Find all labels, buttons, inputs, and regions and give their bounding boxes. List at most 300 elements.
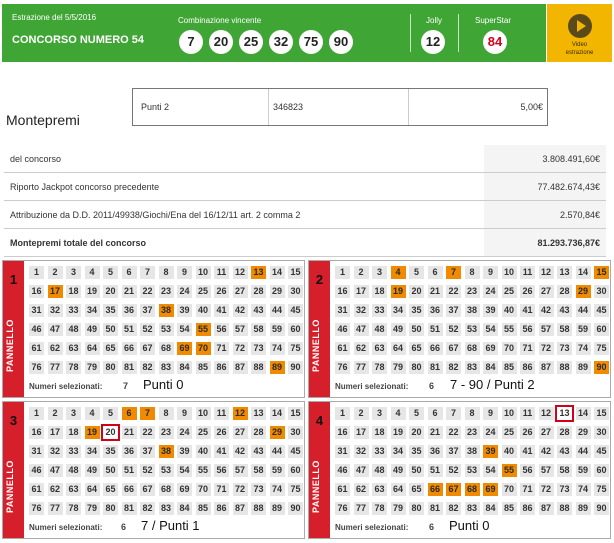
number-cell[interactable]: 6	[428, 266, 443, 279]
number-cell[interactable]: 13	[251, 407, 266, 420]
number-cell[interactable]: 86	[214, 502, 229, 515]
number-cell[interactable]: 12	[539, 407, 554, 420]
number-cell[interactable]: 7	[446, 407, 461, 420]
number-cell[interactable]: 88	[251, 502, 266, 515]
number-cell[interactable]: 5	[103, 407, 118, 420]
number-cell[interactable]: 52	[446, 464, 461, 477]
number-cell[interactable]: 27	[539, 426, 554, 439]
number-cell[interactable]: 63	[372, 483, 387, 496]
number-cell[interactable]: 43	[251, 445, 266, 458]
number-cell[interactable]: 78	[66, 502, 81, 515]
number-cell[interactable]: 15	[594, 407, 609, 420]
number-cell[interactable]: 20	[103, 426, 118, 439]
number-cell[interactable]: 53	[159, 323, 174, 336]
number-cell[interactable]: 17	[354, 426, 369, 439]
number-cell[interactable]: 89	[270, 361, 285, 374]
number-cell[interactable]: 65	[103, 342, 118, 355]
number-cell[interactable]: 41	[214, 304, 229, 317]
number-cell[interactable]: 82	[446, 502, 461, 515]
number-cell[interactable]: 72	[233, 483, 248, 496]
number-cell[interactable]: 88	[557, 361, 572, 374]
number-cell[interactable]: 44	[270, 445, 285, 458]
number-cell[interactable]: 26	[520, 426, 535, 439]
number-cell[interactable]: 56	[520, 323, 535, 336]
number-cell[interactable]: 47	[354, 464, 369, 477]
number-cell[interactable]: 71	[214, 342, 229, 355]
number-cell[interactable]: 53	[465, 323, 480, 336]
number-cell[interactable]: 53	[465, 464, 480, 477]
number-cell[interactable]: 34	[85, 445, 100, 458]
number-cell[interactable]: 61	[29, 342, 44, 355]
number-cell[interactable]: 35	[409, 304, 424, 317]
number-cell[interactable]: 58	[557, 464, 572, 477]
number-cell[interactable]: 18	[372, 426, 387, 439]
number-cell[interactable]: 33	[66, 304, 81, 317]
number-cell[interactable]: 4	[85, 407, 100, 420]
number-cell[interactable]: 37	[446, 304, 461, 317]
number-cell[interactable]: 25	[196, 285, 211, 298]
number-cell[interactable]: 7	[446, 266, 461, 279]
number-cell[interactable]: 46	[29, 323, 44, 336]
number-cell[interactable]: 51	[428, 323, 443, 336]
number-cell[interactable]: 24	[177, 426, 192, 439]
number-cell[interactable]: 8	[159, 407, 174, 420]
number-cell[interactable]: 19	[391, 285, 406, 298]
number-cell[interactable]: 52	[140, 464, 155, 477]
number-cell[interactable]: 84	[177, 502, 192, 515]
number-cell[interactable]: 83	[159, 361, 174, 374]
number-cell[interactable]: 52	[140, 323, 155, 336]
number-cell[interactable]: 26	[520, 285, 535, 298]
number-cell[interactable]: 34	[391, 445, 406, 458]
number-cell[interactable]: 81	[122, 361, 137, 374]
number-cell[interactable]: 79	[85, 361, 100, 374]
number-cell[interactable]: 14	[270, 266, 285, 279]
number-cell[interactable]: 22	[446, 285, 461, 298]
number-cell[interactable]: 79	[85, 502, 100, 515]
number-cell[interactable]: 89	[270, 502, 285, 515]
number-cell[interactable]: 17	[48, 426, 63, 439]
number-cell[interactable]: 81	[122, 502, 137, 515]
number-cell[interactable]: 64	[85, 342, 100, 355]
number-cell[interactable]: 5	[103, 266, 118, 279]
number-cell[interactable]: 42	[539, 304, 554, 317]
number-cell[interactable]: 74	[270, 483, 285, 496]
number-cell[interactable]: 59	[270, 323, 285, 336]
number-cell[interactable]: 48	[66, 464, 81, 477]
number-cell[interactable]: 70	[502, 483, 517, 496]
number-cell[interactable]: 42	[539, 445, 554, 458]
number-cell[interactable]: 6	[122, 266, 137, 279]
number-cell[interactable]: 61	[29, 483, 44, 496]
number-cell[interactable]: 84	[483, 502, 498, 515]
number-cell[interactable]: 37	[446, 445, 461, 458]
number-cell[interactable]: 72	[539, 483, 554, 496]
number-cell[interactable]: 8	[465, 407, 480, 420]
number-cell[interactable]: 88	[251, 361, 266, 374]
number-cell[interactable]: 77	[48, 361, 63, 374]
number-cell[interactable]: 63	[372, 342, 387, 355]
number-cell[interactable]: 21	[122, 285, 137, 298]
number-cell[interactable]: 89	[576, 502, 591, 515]
number-cell[interactable]: 36	[122, 304, 137, 317]
number-cell[interactable]: 31	[335, 445, 350, 458]
number-cell[interactable]: 29	[270, 426, 285, 439]
number-cell[interactable]: 62	[48, 483, 63, 496]
number-cell[interactable]: 18	[66, 285, 81, 298]
number-cell[interactable]: 54	[177, 464, 192, 477]
number-cell[interactable]: 33	[372, 445, 387, 458]
number-cell[interactable]: 32	[354, 445, 369, 458]
number-cell[interactable]: 15	[288, 266, 303, 279]
number-cell[interactable]: 64	[391, 342, 406, 355]
number-cell[interactable]: 40	[502, 304, 517, 317]
number-cell[interactable]: 57	[539, 323, 554, 336]
number-cell[interactable]: 56	[214, 323, 229, 336]
number-cell[interactable]: 38	[465, 304, 480, 317]
number-cell[interactable]: 58	[251, 464, 266, 477]
number-cell[interactable]: 78	[372, 502, 387, 515]
number-cell[interactable]: 49	[391, 464, 406, 477]
number-cell[interactable]: 88	[557, 502, 572, 515]
number-cell[interactable]: 69	[177, 342, 192, 355]
number-cell[interactable]: 82	[446, 361, 461, 374]
number-cell[interactable]: 36	[428, 304, 443, 317]
number-cell[interactable]: 74	[270, 342, 285, 355]
number-cell[interactable]: 46	[335, 464, 350, 477]
number-cell[interactable]: 30	[594, 285, 609, 298]
number-cell[interactable]: 87	[233, 361, 248, 374]
number-cell[interactable]: 55	[196, 323, 211, 336]
number-cell[interactable]: 10	[196, 407, 211, 420]
number-cell[interactable]: 41	[520, 304, 535, 317]
number-cell[interactable]: 24	[483, 426, 498, 439]
number-cell[interactable]: 80	[103, 502, 118, 515]
number-cell[interactable]: 29	[576, 426, 591, 439]
number-cell[interactable]: 59	[270, 464, 285, 477]
number-cell[interactable]: 56	[214, 464, 229, 477]
number-cell[interactable]: 71	[214, 483, 229, 496]
number-cell[interactable]: 67	[446, 483, 461, 496]
number-cell[interactable]: 42	[233, 445, 248, 458]
number-cell[interactable]: 50	[103, 323, 118, 336]
number-cell[interactable]: 67	[140, 342, 155, 355]
number-cell[interactable]: 23	[465, 426, 480, 439]
number-cell[interactable]: 70	[196, 342, 211, 355]
number-cell[interactable]: 86	[214, 361, 229, 374]
number-cell[interactable]: 59	[576, 323, 591, 336]
number-cell[interactable]: 52	[446, 323, 461, 336]
number-cell[interactable]: 3	[372, 407, 387, 420]
number-cell[interactable]: 32	[48, 445, 63, 458]
number-cell[interactable]: 68	[159, 342, 174, 355]
number-cell[interactable]: 9	[483, 407, 498, 420]
number-cell[interactable]: 80	[103, 361, 118, 374]
number-cell[interactable]: 68	[465, 342, 480, 355]
number-cell[interactable]: 46	[29, 464, 44, 477]
number-cell[interactable]: 4	[85, 266, 100, 279]
number-cell[interactable]: 14	[270, 407, 285, 420]
number-cell[interactable]: 30	[288, 285, 303, 298]
number-cell[interactable]: 12	[539, 266, 554, 279]
number-cell[interactable]: 62	[48, 342, 63, 355]
number-cell[interactable]: 1	[335, 266, 350, 279]
number-cell[interactable]: 69	[483, 342, 498, 355]
number-cell[interactable]: 13	[251, 266, 266, 279]
number-cell[interactable]: 71	[520, 483, 535, 496]
number-cell[interactable]: 70	[502, 342, 517, 355]
number-cell[interactable]: 6	[122, 407, 137, 420]
number-cell[interactable]: 55	[502, 323, 517, 336]
number-cell[interactable]: 69	[177, 483, 192, 496]
number-cell[interactable]: 57	[539, 464, 554, 477]
number-cell[interactable]: 45	[288, 445, 303, 458]
number-cell[interactable]: 66	[122, 342, 137, 355]
number-cell[interactable]: 29	[270, 285, 285, 298]
number-cell[interactable]: 15	[288, 407, 303, 420]
number-cell[interactable]: 17	[48, 285, 63, 298]
number-cell[interactable]: 74	[576, 483, 591, 496]
number-cell[interactable]: 49	[85, 323, 100, 336]
number-cell[interactable]: 2	[354, 266, 369, 279]
number-cell[interactable]: 21	[122, 426, 137, 439]
number-cell[interactable]: 63	[66, 342, 81, 355]
number-cell[interactable]: 67	[140, 483, 155, 496]
number-cell[interactable]: 28	[557, 426, 572, 439]
number-cell[interactable]: 89	[576, 361, 591, 374]
number-cell[interactable]: 26	[214, 426, 229, 439]
number-cell[interactable]: 87	[539, 502, 554, 515]
number-cell[interactable]: 25	[196, 426, 211, 439]
number-cell[interactable]: 31	[29, 445, 44, 458]
number-cell[interactable]: 48	[66, 323, 81, 336]
number-cell[interactable]: 32	[48, 304, 63, 317]
number-cell[interactable]: 60	[594, 323, 609, 336]
number-cell[interactable]: 76	[335, 502, 350, 515]
number-cell[interactable]: 77	[354, 502, 369, 515]
number-cell[interactable]: 75	[288, 483, 303, 496]
number-cell[interactable]: 32	[354, 304, 369, 317]
number-cell[interactable]: 28	[557, 285, 572, 298]
number-cell[interactable]: 17	[354, 285, 369, 298]
number-cell[interactable]: 11	[520, 266, 535, 279]
number-cell[interactable]: 73	[251, 483, 266, 496]
number-cell[interactable]: 13	[557, 407, 572, 420]
number-cell[interactable]: 40	[196, 445, 211, 458]
number-cell[interactable]: 69	[483, 483, 498, 496]
number-cell[interactable]: 47	[48, 464, 63, 477]
number-cell[interactable]: 59	[576, 464, 591, 477]
number-cell[interactable]: 36	[122, 445, 137, 458]
number-cell[interactable]: 9	[177, 266, 192, 279]
number-cell[interactable]: 45	[594, 304, 609, 317]
number-cell[interactable]: 62	[354, 483, 369, 496]
number-cell[interactable]: 14	[576, 407, 591, 420]
number-cell[interactable]: 65	[103, 483, 118, 496]
number-cell[interactable]: 8	[465, 266, 480, 279]
number-cell[interactable]: 21	[428, 285, 443, 298]
number-cell[interactable]: 80	[409, 502, 424, 515]
number-cell[interactable]: 83	[159, 502, 174, 515]
number-cell[interactable]: 53	[159, 464, 174, 477]
number-cell[interactable]: 35	[409, 445, 424, 458]
number-cell[interactable]: 18	[372, 285, 387, 298]
number-cell[interactable]: 35	[103, 445, 118, 458]
number-cell[interactable]: 22	[446, 426, 461, 439]
number-cell[interactable]: 25	[502, 426, 517, 439]
number-cell[interactable]: 83	[465, 502, 480, 515]
number-cell[interactable]: 57	[233, 464, 248, 477]
number-cell[interactable]: 72	[233, 342, 248, 355]
number-cell[interactable]: 24	[177, 285, 192, 298]
number-cell[interactable]: 5	[409, 407, 424, 420]
number-cell[interactable]: 79	[391, 361, 406, 374]
number-cell[interactable]: 10	[502, 266, 517, 279]
number-cell[interactable]: 28	[251, 426, 266, 439]
number-cell[interactable]: 76	[29, 502, 44, 515]
number-cell[interactable]: 39	[483, 304, 498, 317]
number-cell[interactable]: 4	[391, 407, 406, 420]
number-cell[interactable]: 60	[288, 323, 303, 336]
number-cell[interactable]: 73	[557, 483, 572, 496]
number-cell[interactable]: 55	[196, 464, 211, 477]
number-cell[interactable]: 58	[251, 323, 266, 336]
number-cell[interactable]: 2	[354, 407, 369, 420]
number-cell[interactable]: 87	[233, 502, 248, 515]
number-cell[interactable]: 9	[177, 407, 192, 420]
number-cell[interactable]: 8	[159, 266, 174, 279]
number-cell[interactable]: 46	[335, 323, 350, 336]
number-cell[interactable]: 40	[502, 445, 517, 458]
number-cell[interactable]: 74	[576, 342, 591, 355]
number-cell[interactable]: 82	[140, 502, 155, 515]
number-cell[interactable]: 47	[354, 323, 369, 336]
number-cell[interactable]: 73	[557, 342, 572, 355]
number-cell[interactable]: 40	[196, 304, 211, 317]
number-cell[interactable]: 42	[233, 304, 248, 317]
number-cell[interactable]: 51	[122, 464, 137, 477]
number-cell[interactable]: 84	[483, 361, 498, 374]
number-cell[interactable]: 23	[465, 285, 480, 298]
number-cell[interactable]: 75	[594, 342, 609, 355]
number-cell[interactable]: 35	[103, 304, 118, 317]
number-cell[interactable]: 3	[66, 407, 81, 420]
number-cell[interactable]: 68	[159, 483, 174, 496]
number-cell[interactable]: 11	[214, 407, 229, 420]
number-cell[interactable]: 76	[29, 361, 44, 374]
number-cell[interactable]: 51	[122, 323, 137, 336]
number-cell[interactable]: 31	[29, 304, 44, 317]
number-cell[interactable]: 19	[85, 285, 100, 298]
number-cell[interactable]: 56	[520, 464, 535, 477]
number-cell[interactable]: 18	[66, 426, 81, 439]
number-cell[interactable]: 55	[502, 464, 517, 477]
number-cell[interactable]: 20	[409, 285, 424, 298]
number-cell[interactable]: 79	[391, 502, 406, 515]
number-cell[interactable]: 90	[594, 361, 609, 374]
number-cell[interactable]: 3	[372, 266, 387, 279]
number-cell[interactable]: 85	[196, 502, 211, 515]
number-cell[interactable]: 67	[446, 342, 461, 355]
number-cell[interactable]: 39	[177, 304, 192, 317]
number-cell[interactable]: 60	[594, 464, 609, 477]
number-cell[interactable]: 75	[288, 342, 303, 355]
number-cell[interactable]: 86	[520, 361, 535, 374]
video-estrazione-button[interactable]	[547, 4, 612, 62]
number-cell[interactable]: 80	[409, 361, 424, 374]
number-cell[interactable]: 72	[539, 342, 554, 355]
number-cell[interactable]: 43	[557, 304, 572, 317]
number-cell[interactable]: 5	[409, 266, 424, 279]
number-cell[interactable]: 73	[251, 342, 266, 355]
number-cell[interactable]: 39	[177, 445, 192, 458]
number-cell[interactable]: 38	[159, 445, 174, 458]
number-cell[interactable]: 12	[233, 407, 248, 420]
number-cell[interactable]: 41	[520, 445, 535, 458]
number-cell[interactable]: 9	[483, 266, 498, 279]
number-cell[interactable]: 26	[214, 285, 229, 298]
number-cell[interactable]: 4	[391, 266, 406, 279]
number-cell[interactable]: 39	[483, 445, 498, 458]
number-cell[interactable]: 50	[409, 323, 424, 336]
number-cell[interactable]: 60	[288, 464, 303, 477]
number-cell[interactable]: 15	[594, 266, 609, 279]
number-cell[interactable]: 38	[159, 304, 174, 317]
number-cell[interactable]: 36	[428, 445, 443, 458]
number-cell[interactable]: 76	[335, 361, 350, 374]
number-cell[interactable]: 33	[66, 445, 81, 458]
number-cell[interactable]: 1	[335, 407, 350, 420]
number-cell[interactable]: 16	[29, 285, 44, 298]
number-cell[interactable]: 77	[48, 502, 63, 515]
number-cell[interactable]: 25	[502, 285, 517, 298]
number-cell[interactable]: 87	[539, 361, 554, 374]
number-cell[interactable]: 34	[391, 304, 406, 317]
number-cell[interactable]: 85	[196, 361, 211, 374]
number-cell[interactable]: 48	[372, 464, 387, 477]
number-cell[interactable]: 37	[140, 304, 155, 317]
number-cell[interactable]: 62	[354, 342, 369, 355]
number-cell[interactable]: 24	[483, 285, 498, 298]
number-cell[interactable]: 85	[502, 361, 517, 374]
number-cell[interactable]: 23	[159, 426, 174, 439]
number-cell[interactable]: 11	[214, 266, 229, 279]
number-cell[interactable]: 31	[335, 304, 350, 317]
number-cell[interactable]: 27	[233, 426, 248, 439]
number-cell[interactable]: 37	[140, 445, 155, 458]
number-cell[interactable]: 41	[214, 445, 229, 458]
number-cell[interactable]: 33	[372, 304, 387, 317]
number-cell[interactable]: 13	[557, 266, 572, 279]
number-cell[interactable]: 78	[66, 361, 81, 374]
number-cell[interactable]: 77	[354, 361, 369, 374]
number-cell[interactable]: 90	[288, 502, 303, 515]
number-cell[interactable]: 10	[196, 266, 211, 279]
number-cell[interactable]: 81	[428, 361, 443, 374]
number-cell[interactable]: 27	[233, 285, 248, 298]
number-cell[interactable]: 78	[372, 361, 387, 374]
number-cell[interactable]: 44	[576, 304, 591, 317]
number-cell[interactable]: 2	[48, 266, 63, 279]
number-cell[interactable]: 66	[428, 342, 443, 355]
number-cell[interactable]: 82	[140, 361, 155, 374]
number-cell[interactable]: 7	[140, 407, 155, 420]
number-cell[interactable]: 70	[196, 483, 211, 496]
number-cell[interactable]: 45	[594, 445, 609, 458]
number-cell[interactable]: 14	[576, 266, 591, 279]
number-cell[interactable]: 28	[251, 285, 266, 298]
number-cell[interactable]: 22	[140, 285, 155, 298]
